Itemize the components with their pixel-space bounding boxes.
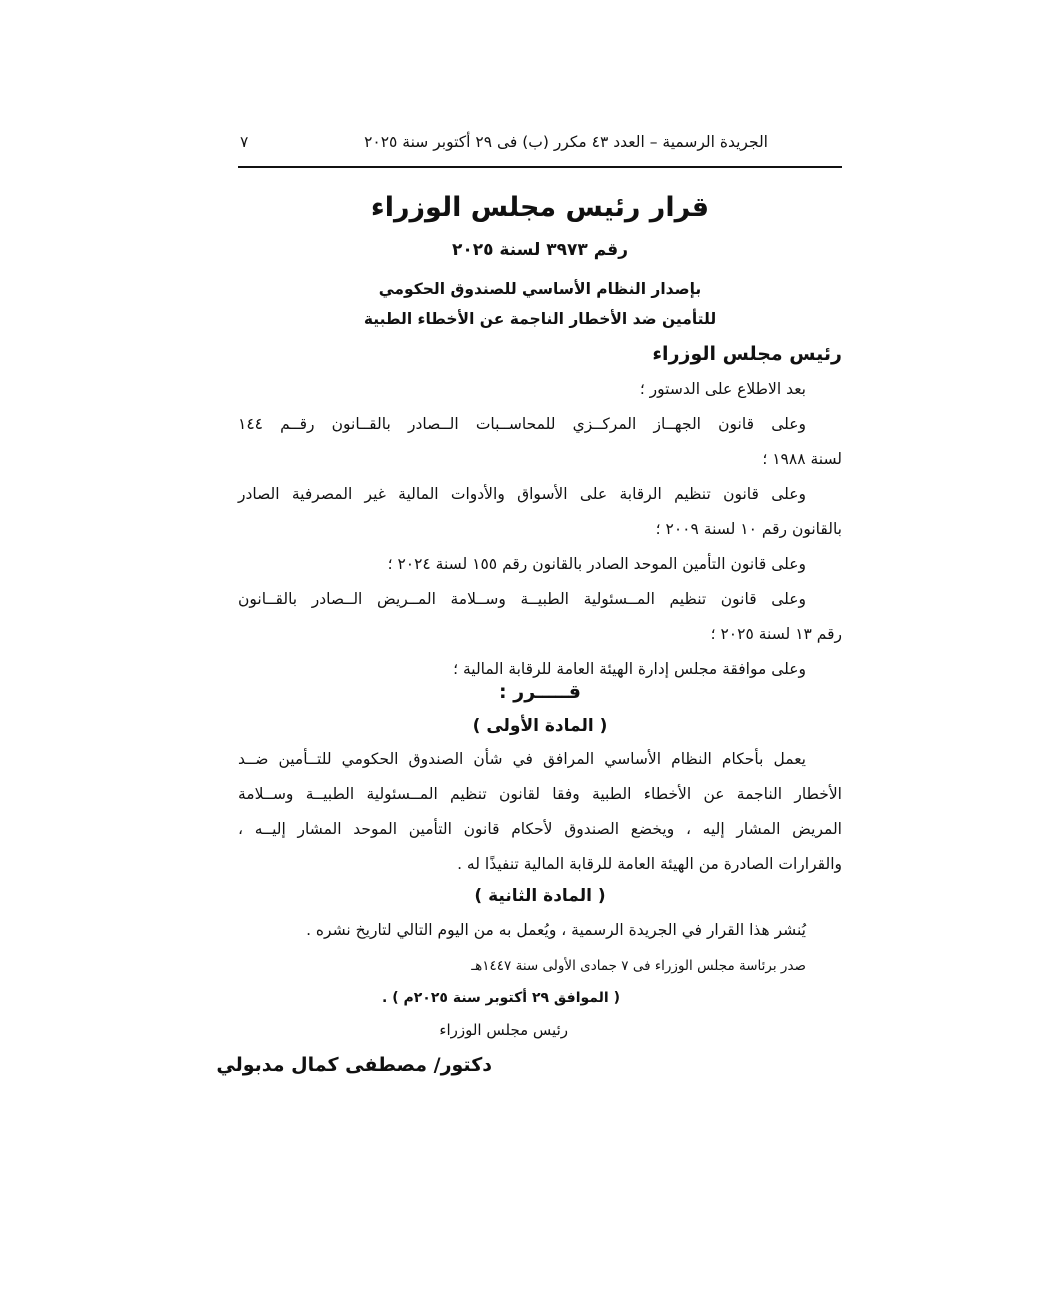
- article-1-line-1: يعمل بأحكام النظام الأساسي المرافق في شأن الصندوق الحكومي للتــأمين ضــد: [238, 750, 806, 768]
- preamble-audit-law-line-1: وعلى قانون الجهــاز المركــزي للمحاســبات الــصادر بالقــانون رقــم ١٤٤: [238, 415, 806, 433]
- decree-title: قرار رئيس مجلس الوزراء: [370, 192, 710, 223]
- preamble-medical-law-line-2: رقم ١٣ لسنة ٢٠٢٥ ؛: [710, 625, 842, 643]
- signatory-title: رئيس مجلس الوزراء: [439, 1021, 568, 1039]
- article-2-heading: ( المادة الثانية ): [474, 886, 606, 906]
- preamble-markets-law-line-2: بالقانون رقم ١٠ لسنة ٢٠٠٩ ؛: [655, 520, 842, 538]
- issuer-heading: رئيس مجلس الوزراء: [652, 343, 842, 365]
- preamble-medical-law-line-1: وعلى قانون تنظيم المــسئولية الطبيــة وســلامة المــريض الــصادر بالقــانون: [238, 590, 806, 608]
- gazette-issue-title: الجريدة الرسمية – العدد ٤٣ مكرر (ب) فى ٢٩ أكتوبر سنة ٢٠٢٥: [364, 133, 768, 151]
- issuance-gregorian-date: ( الموافق ٢٩ أكتوبر سنة ٢٠٢٥م ) .: [382, 990, 620, 1006]
- preamble-fra-approval: وعلى موافقة مجلس إدارة الهيئة العامة للرقابة المالية ؛: [453, 660, 806, 678]
- article-1-line-3: المريض المشار إليه ، ويخضع الصندوق لأحكام قانون التأمين الموحد المشار إليــه ،: [238, 820, 842, 838]
- decree-number: رقم ٣٩٧٣ لسنة ٢٠٢٥: [452, 240, 628, 260]
- decree-subject-line-2: للتأمين ضد الأخطار الناجمة عن الأخطاء الطبية: [363, 310, 717, 328]
- header-divider: [238, 166, 842, 168]
- article-1-heading: ( المادة الأولى ): [472, 716, 608, 736]
- issuance-hijri-date: صدر برئاسة مجلس الوزراء فى ٧ جمادى الأولى سنة ١٤٤٧هـ: [471, 958, 806, 974]
- page-number: ٧: [240, 133, 249, 151]
- article-1-body: [238, 742, 842, 882]
- preamble-markets-law-line-1: وعلى قانون تنظيم الرقابة على الأسواق والأدوات المالية غير المصرفية الصادر: [238, 485, 806, 503]
- gazette-page: [216, 0, 842, 1297]
- article-2-text: يُنشر هذا القرار في الجريدة الرسمية ، ويُعمل به من اليوم التالي لتاريخ نشره .: [306, 921, 806, 939]
- article-1-line-4: والقرارات الصادرة من الهيئة العامة للرقابة المالية تنفيذًا له .: [457, 855, 842, 873]
- preamble-audit-law-line-2: لسنة ١٩٨٨ ؛: [762, 450, 842, 468]
- decided-heading: قـــــرر :: [499, 681, 581, 703]
- signatory-name: دكتور/ مصطفى كمال مدبولي: [216, 1054, 492, 1076]
- preamble: [238, 372, 842, 687]
- decree-subject-line-1: بإصدار النظام الأساسي للصندوق الحكومي: [378, 280, 702, 298]
- article-1-line-2: الأخطار الناجمة عن الأخطاء الطبية وفقا لقانون تنظيم المــسئولية الطبيــة وســلامة: [238, 785, 842, 803]
- page-header: [238, 128, 842, 156]
- preamble-insurance-law: وعلى قانون التأمين الموحد الصادر بالقانون رقم ١٥٥ لسنة ٢٠٢٤ ؛: [387, 555, 806, 573]
- preamble-constitution: بعد الاطلاع على الدستور ؛: [639, 380, 806, 398]
